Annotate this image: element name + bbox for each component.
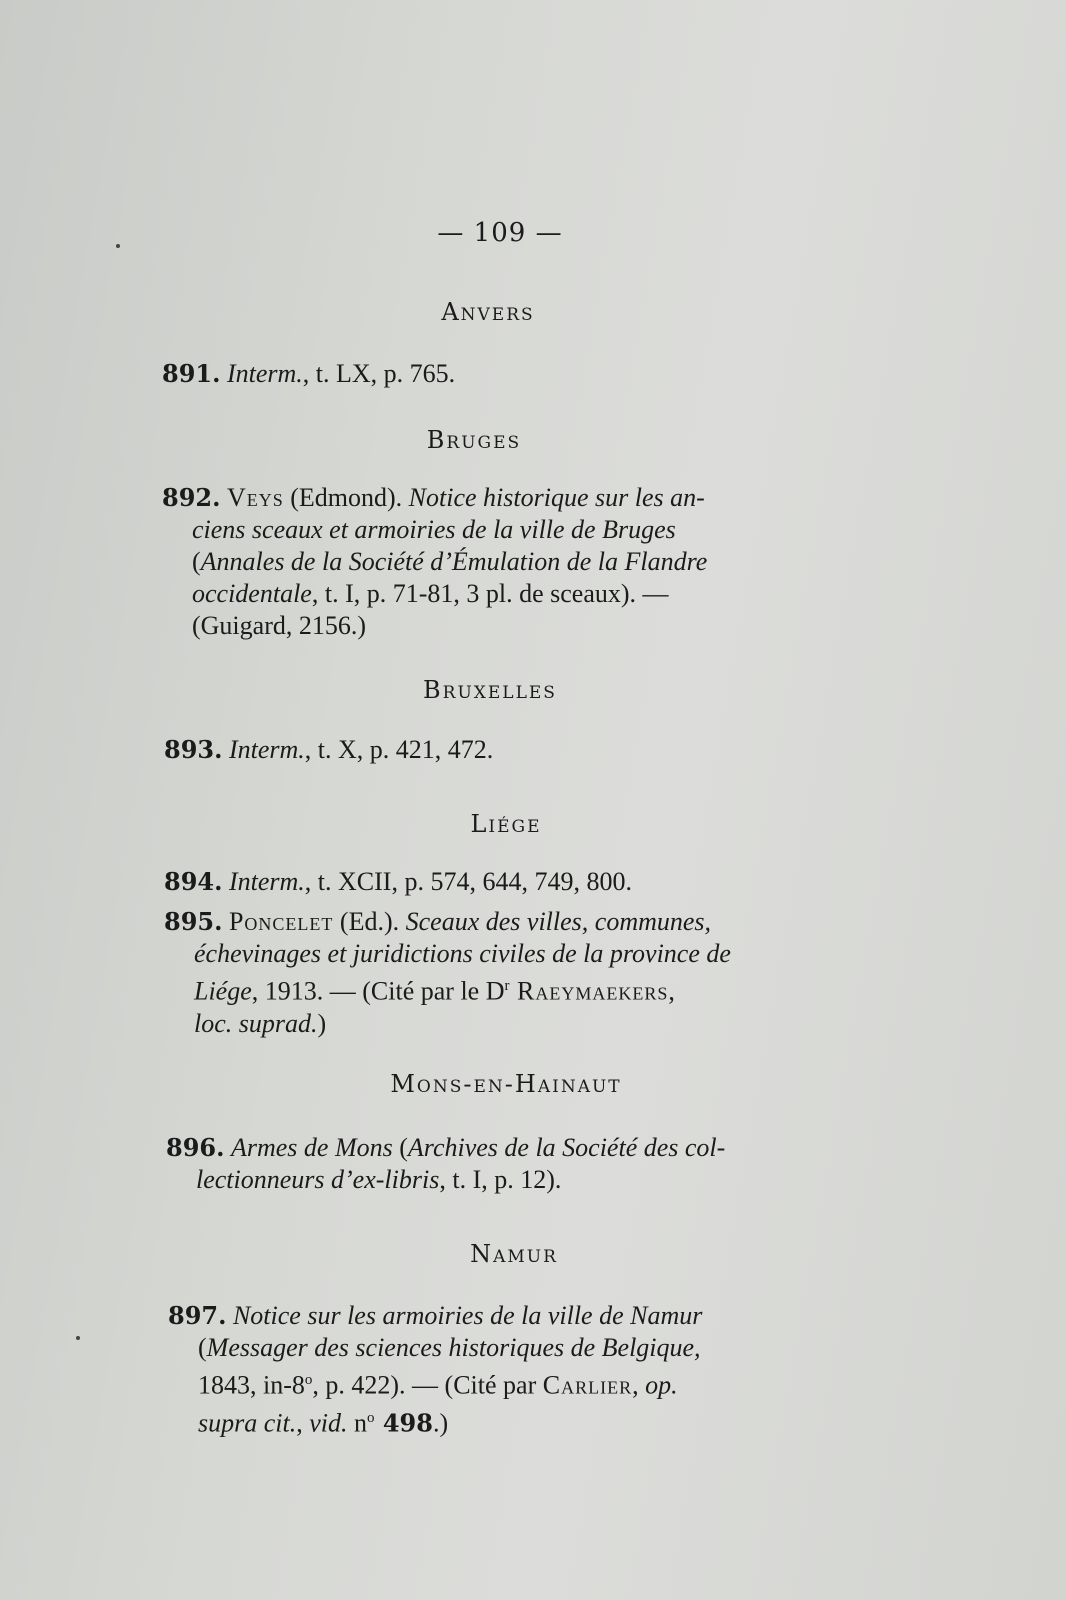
entry-number: 892 [162,483,213,512]
paper-speck [116,244,120,248]
entry-number: 895 [164,907,215,936]
section-heading-bruges: Bruges [426,426,522,454]
entry-number: 893 [164,735,215,764]
entry-897: 897. Notice sur les armoiries de la ville de Namur (Messager des sciences historiques de Belgique, 1843, in-8$^o$, p. 422). — (Cité par Carlier, op. supra cit., vid. $n^o$ 498.) [168,1301,703,1438]
page-number: — 109 — [437,218,563,248]
entry-number: 897 [168,1301,219,1330]
section-heading-mons: Mons-en-Hainaut [390,1070,622,1098]
entry-894: 894. Interm., t. XCII, p. 574, 644, 749, 800. [164,867,632,896]
entry-891: 891. Interm., t. LX, p. 765. [162,359,456,388]
entry-895: 895. Poncelet (Ed.). Sceaux des villes, communes, échevinages et juridictions civiles de la province de Liége, 1913. — (Cité par le $D^r$ Raeymaekers, loc. suprad.) [164,907,731,1038]
entry-893: 893. Interm., t. X, p. 421, 472. [164,735,494,764]
section-heading-liege: Liége [470,810,542,838]
section-heading-anvers: Anvers [441,298,535,326]
entry-896: 896. Armes de Mons (Archives de la Société des col- lectionneurs d’ex-libris, t. I, p. 12). [166,1133,726,1194]
entry-number: 896 [166,1133,217,1162]
section-heading-bruxelles: Bruxelles [423,676,557,704]
paper-speck [76,1336,80,1340]
section-heading-namur: Namur [470,1240,558,1268]
entry-892: 892. Veys (Edmond). Notice historique sur les an- ciens sceaux et armoiries de la ville de Bruges (Annales de la Société d’Émulation de la Flandre occidentale, t. I, p. 71-81, 3 pl. de sceaux). — (Guigard, 2156.) [162,483,708,640]
entry-number: 891 [162,359,213,388]
entry-number: 894 [164,867,215,896]
